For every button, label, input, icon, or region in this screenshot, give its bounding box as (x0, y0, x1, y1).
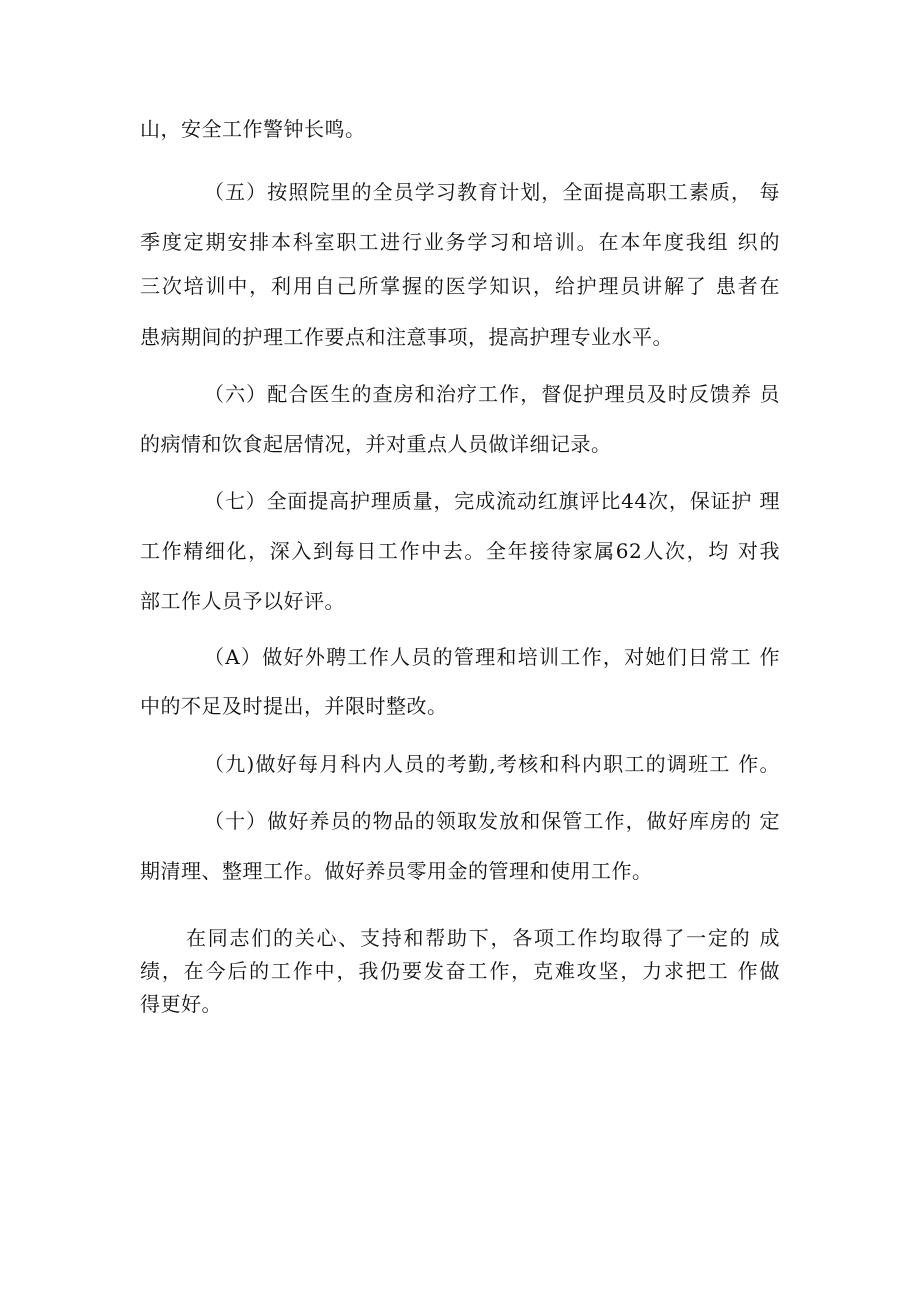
text-line: 山，安全工作警钟长鸣。 (140, 117, 366, 141)
text-line: （五）按照院里的全员学习教育计划，全面提高职工素质， 每 (204, 180, 780, 204)
text-line: （九)做好每月科内人员的考勤,考核和科内职工的调班工 作。 (204, 752, 780, 776)
text-line: （A）做好外聘工作人员的管理和培训工作，对她们日常工 作 (204, 645, 780, 669)
text-line: （六）配合医生的查房和治疗工作，督促护理员及时反馈养 员 (204, 382, 780, 406)
text-line: 季度定期安排本科室职工进行业务学习和培训。在本年度我组 织的 (140, 230, 780, 254)
text-line: 三次培训中，利用自己所掌握的医学知识，给护理员讲解了 患者在 (140, 274, 780, 298)
text-line: 部工作人员予以好评。 (140, 589, 345, 613)
text-line: 绩，在今后的工作中，我仍要发奋工作，克难攻坚，力求把工 作做 (140, 959, 780, 983)
text-line: （七）全面提高护理质量，完成流动红旗评比44次，保证护 理 (204, 489, 780, 513)
text-line: 期清理、整理工作。做好养员零用金的管理和使用工作。 (140, 859, 653, 883)
text-line: 在同志们的关心、支持和帮助下，各项工作均取得了一定的 成 (186, 926, 780, 950)
text-line: 中的不足及时提出，并限时整改。 (140, 694, 448, 718)
text-line: 患病期间的护理工作要点和注意事项，提高护理专业水平。 (140, 325, 673, 349)
text-line: 工作精细化，深入到每日工作中去。全年接待家属62人次，均 对我 (140, 539, 780, 563)
text-line: 得更好。 (140, 992, 222, 1016)
text-line: 的病情和饮食起居情况，并对重点人员做详细记录。 (140, 432, 612, 456)
text-line: （十）做好养员的物品的领取发放和保管工作，做好库房的 定 (204, 809, 780, 833)
